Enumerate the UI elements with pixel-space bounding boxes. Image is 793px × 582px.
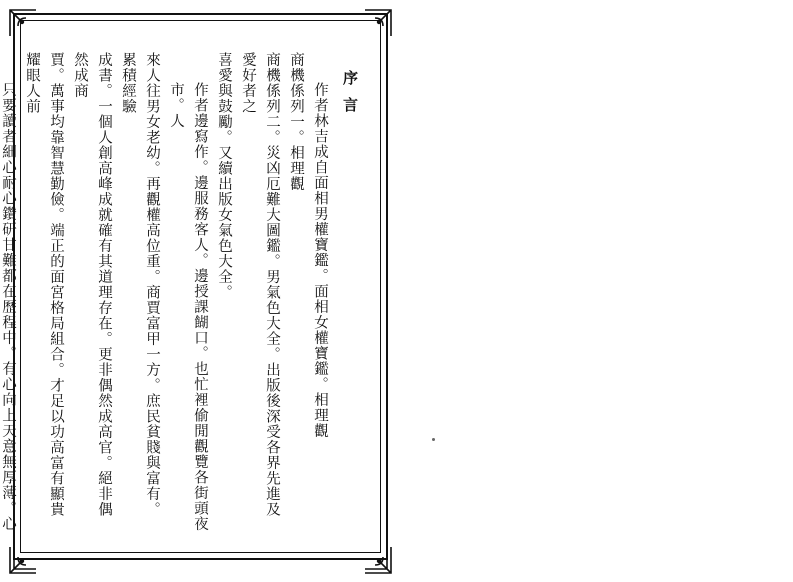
scan-speck bbox=[432, 438, 435, 441]
text-line: 作者邊寫作。邊服務客人。邊授課餬口。也忙裡偷閒觀覽各街頭夜市。人 bbox=[168, 82, 208, 532]
text-line: 商機係列二。災凶厄難大圖鑑。男氣色大全。出版後深受各界先進及愛好者之 bbox=[240, 52, 280, 517]
text-line: 來人往男女老幼。再觀權高位重。商賈富甲一方。庶民貧賤與富有。累積經驗 bbox=[120, 52, 160, 517]
corner-ornament-bottom-right bbox=[363, 545, 393, 575]
text-line: 賈。萬事均靠智慧勤儉。端正的面宮格局組合。才足以功高富有顯貴耀眼人前 bbox=[24, 52, 64, 517]
corner-ornament-top-right bbox=[363, 8, 393, 38]
text-line: 商機係列一。相理觀 bbox=[288, 52, 304, 192]
text-line: 成書。一個人創高峰成就確有其道理存在。更非偶然成高官。絕非偶然成商 bbox=[72, 52, 112, 517]
corner-ornament-bottom-left bbox=[8, 545, 38, 575]
text-line: 只要讀者細心耐心鑽研甘難都在歷程中。有心向上天意無厚薄。心 bbox=[0, 82, 16, 532]
preface-title: 序言 bbox=[341, 70, 359, 124]
corner-ornament-top-left bbox=[8, 8, 38, 38]
paragraph-1 bbox=[212, 52, 332, 532]
text-line: 喜愛與鼓勵。又續出版女氣色大全。 bbox=[216, 52, 232, 300]
paragraph-3 bbox=[0, 52, 20, 532]
text-line: 作者林吉成自面相男權寶鑑。面相女權寶鑑。相理觀 bbox=[312, 82, 328, 439]
paragraph-2 bbox=[20, 52, 212, 532]
preface-text bbox=[0, 52, 362, 532]
